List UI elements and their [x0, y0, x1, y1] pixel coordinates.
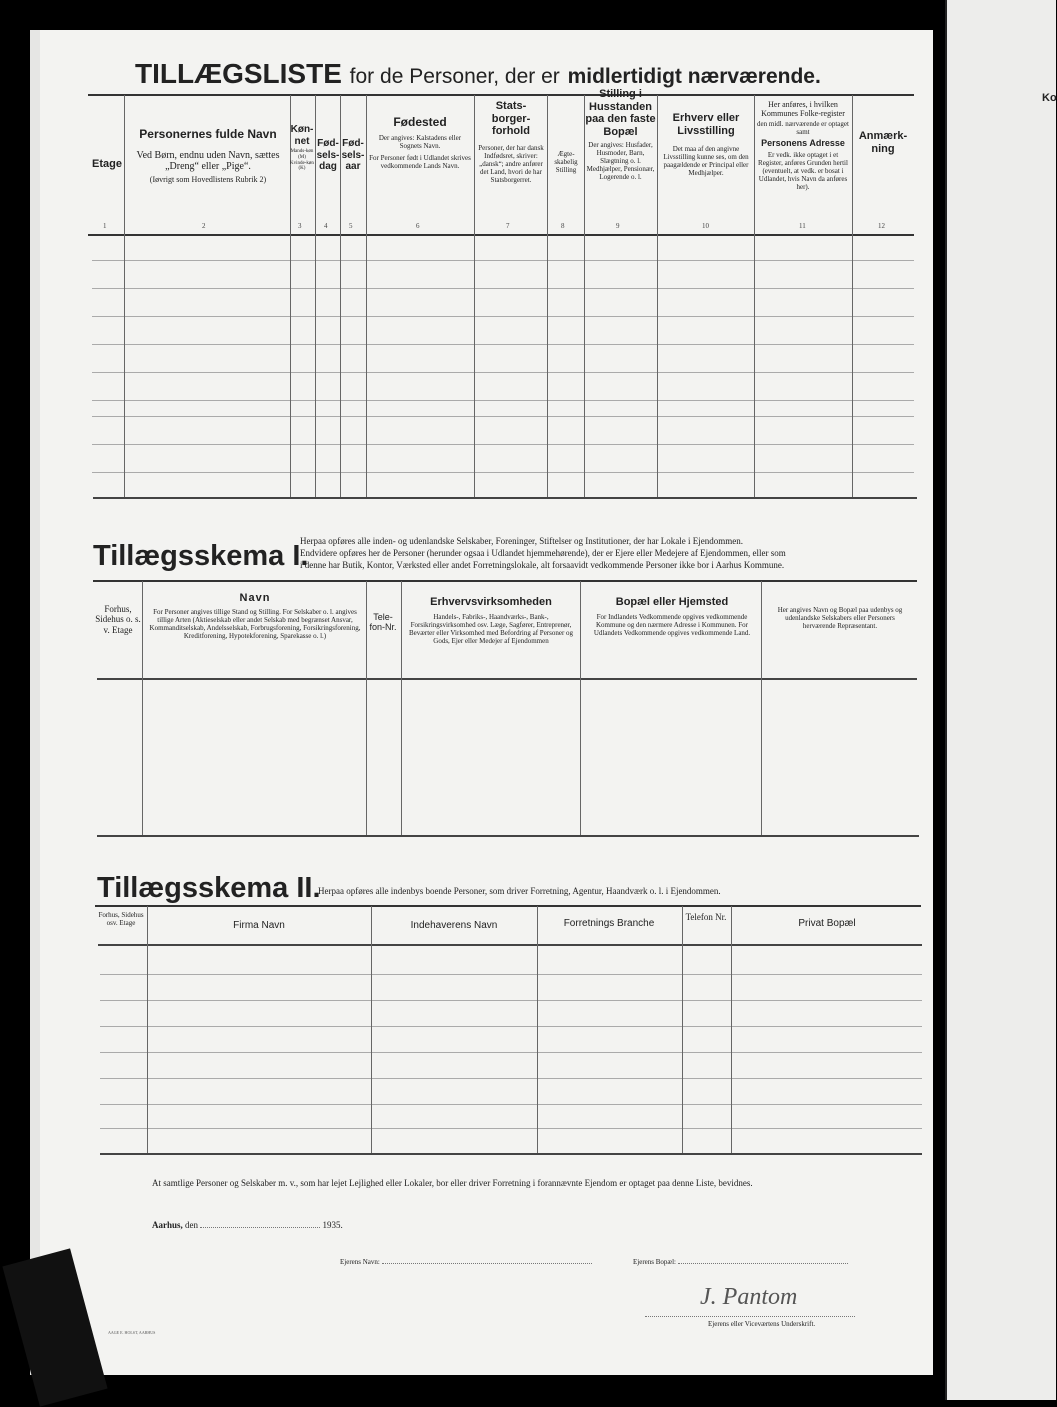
col-kon-head: Køn-net	[290, 124, 314, 147]
signature-label: Ejerens eller Viceværtens Underskrift.	[708, 1320, 816, 1328]
table1-row-line	[92, 400, 914, 401]
tillaegsliste-title	[135, 58, 821, 90]
table1-row-line	[92, 316, 914, 317]
column-number: 8	[561, 222, 565, 230]
skema2-col-divider	[147, 906, 148, 1153]
skema1-col-navn	[145, 592, 365, 640]
right-page	[945, 0, 1056, 1400]
title-end: midlertidigt nærværende.	[567, 65, 821, 88]
col-etage-head: Etage	[92, 158, 122, 170]
skema1-col-erhverv-sub: Handels-, Fabriks-, Haandværks-, Bank-, Forsikringsvirksomhed osv. Læge, Sagfører, Entreprenør, Beværter eller Virksomhed med Befordring af Personer og Gods, Ejer eller Medejer af Ejendommen	[408, 612, 574, 645]
skema2-col-etage: Forhus, Sidehus osv. Etage	[98, 911, 144, 928]
skema2-col-firma: Firma Navn	[233, 920, 285, 931]
skema2-col-telefon: Telefon Nr.	[685, 912, 727, 922]
owner-address-field[interactable]	[633, 1258, 848, 1266]
table1-row-line	[92, 260, 914, 261]
skema2-row-line	[100, 1026, 922, 1027]
owner-name-label: Ejerens Navn:	[340, 1258, 380, 1266]
col-fodested-sub2: For Personer født i Udlandet skrives vedkommende Lands Navn.	[369, 153, 471, 170]
skema2-row-line	[100, 974, 922, 975]
column-number: 5	[349, 222, 353, 230]
skema2-col-divider	[731, 906, 732, 1153]
skema2-col-divider	[371, 906, 372, 1153]
skema1-description	[300, 535, 920, 571]
table1-row-line	[92, 416, 914, 417]
skema1-col-erhverv-head: Erhvervsvirksomheden	[430, 596, 552, 608]
title-rest: for de Personer, der er	[349, 65, 560, 88]
col-erhverv-head: Erhverv eller Livsstilling	[672, 112, 740, 137]
col-navn-sub: Ved Børn, endnu uden Navn, sættes „Dreng“ eller „Pige“.	[136, 149, 280, 173]
footer-place: Aarhus,	[152, 1220, 183, 1230]
column-number: 7	[506, 222, 510, 230]
skema1-col-bopael	[584, 596, 760, 637]
col-anmaerkning: Anmærk-ning	[858, 130, 908, 155]
col-aegteskab: Ægte-skabelig Stilling	[554, 150, 578, 175]
column-number: 9	[616, 222, 620, 230]
table1-col-divider	[852, 95, 853, 497]
column-number: 11	[799, 222, 806, 230]
col-fodselsdag: Fød-sels-dag	[316, 138, 340, 172]
skema2-row-line	[100, 1128, 922, 1129]
table1-bottom-rule	[93, 497, 917, 499]
column-number: 12	[878, 222, 885, 230]
skema2-row-line	[100, 1104, 922, 1105]
table1-col-divider	[124, 95, 125, 497]
column-number: 1	[103, 222, 107, 230]
skema1-col-divider	[761, 581, 762, 835]
table1-col-divider	[547, 95, 548, 497]
col-navn-head: Personernes fulde Navn	[139, 127, 277, 141]
table1-row-line	[92, 288, 914, 289]
column-number: 6	[416, 222, 420, 230]
skema1-col-bopael-sub: For Indlandets Vedkommende opgives vedkommende Kommune og den nærmere Adresse i Kommunen. For Udlandets Vedkommende opgives vedkommende Land.	[593, 612, 751, 637]
skema1-col-divider	[401, 581, 402, 835]
skema2-description: Herpaa opføres alle indenbys boende Personer, som driver Forretning, Agentur, Haandværk o. l. i Ejendommen.	[318, 886, 721, 896]
col-statsborger	[475, 100, 547, 184]
skema1-col-divider	[366, 581, 367, 835]
col-fodested	[368, 116, 472, 170]
signature: J. Pantom	[700, 1284, 798, 1310]
col-navn	[128, 128, 288, 184]
skema2-col-bopael: Privat Bopæl	[798, 918, 856, 929]
col-kon	[290, 124, 314, 172]
col-stilling-sub: Der angives: Husfader, Husmoder, Barn, Slægtning o. l. Medhjælper, Pensionær, Logerende o. l.	[586, 140, 655, 181]
title-bold: TILLÆGSLISTE	[135, 58, 342, 89]
form-page	[40, 30, 933, 1375]
skema1-col-navn-head: Navn	[239, 592, 271, 604]
table1-row-line	[92, 444, 914, 445]
table1-row-line	[92, 372, 914, 373]
col-stilling	[585, 88, 656, 181]
skema2-col-divider	[537, 906, 538, 1153]
col-adresse-pre: Her anføres, i hvilken Kommunes Folke-register	[761, 100, 845, 119]
column-number: 4	[324, 222, 328, 230]
printer-mark: AAGE E. HOLST, AARHUS	[108, 1330, 156, 1335]
column-number: 3	[298, 222, 302, 230]
table1-row-line	[92, 472, 914, 473]
skema1-col-navn-sub: For Personer angives tillige Stand og Stilling. For Selskaber o. l. angives tillige Arten (Aktieselskab eller andet Selskab med begrænset Ansvar, Kommanditselskab, Andelsselskab, Forbrugsforening, Forsikringsforening, Kreditforening, Hypotekforening, Sparekasse o. l.)	[149, 607, 361, 640]
right-page-fragment: Ko	[1042, 92, 1057, 104]
skema2-header-rule	[98, 944, 922, 946]
col-stilling-head: Stilling i Husstanden paa den faste Bopæl	[585, 88, 656, 138]
col-adresse-head: Personens Adresse	[761, 138, 845, 149]
footer-date-line	[152, 1220, 343, 1230]
table1-col-divider	[366, 95, 367, 497]
col-adresse-sub: Er vedk. ikke optaget i et Register, anføres Grunden hertil (eventuelt, at vedk. er bosat i Udlandet, hvis Navn da anføres her).	[758, 150, 848, 191]
skema1-col-divider	[580, 581, 581, 835]
skema2-col-branche: Forretnings Branche	[563, 918, 655, 929]
table1-row-line	[92, 344, 914, 345]
skema2-col-indehaver: Indehaverens Navn	[410, 920, 498, 931]
col-erhverv-sub: Det maa af den angivne Livsstilling kunne ses, om den paagældende er Principal eller Medhjælper.	[663, 145, 749, 178]
signature-line	[645, 1316, 855, 1317]
column-number: 10	[702, 222, 709, 230]
skema2-row-line	[100, 1052, 922, 1053]
skema1-desc-3: i denne har Butik, Kontor, Værksted eller andet Forretningslokale, alt forsaavidt vedkommende Personer ikke bor i Aarhus Kommune.	[300, 560, 785, 571]
skema1-col-telefon: Tele-fon-Nr.	[369, 612, 397, 633]
skema1-desc-1: Herpaa opføres alle inden- og udenlandske Selskaber, Foreninger, Stiftelser og Institutioner, der har Lokale i Ejendommen.	[300, 536, 744, 546]
skema2-title: Tillægsskema II.	[97, 872, 321, 904]
skema1-col-etage: Forhus, Sidehus o. s. v. Etage	[95, 604, 141, 635]
table1-top-rule	[88, 94, 914, 96]
col-adresse-mid: den midl. nærværende er optaget samt	[757, 120, 849, 137]
skema1-col-erhverv	[403, 596, 579, 645]
col-erhverv	[659, 112, 753, 177]
col-navn-sub2: (Iøvrigt som Hovedlistens Rubrik 2)	[149, 174, 267, 184]
table1-col-divider	[657, 95, 658, 497]
skema1-title: Tillægsskema I.	[93, 540, 309, 572]
col-statsborger-sub: Personer, der har dansk Indfødsret, skriver: „dansk“; andre anfører det Land, hvori de har Statsborgerret.	[478, 143, 544, 185]
col-fodselsaar: Fød-sels-aar	[341, 138, 365, 172]
table1-header-rule	[88, 234, 914, 236]
col-adresse	[755, 100, 851, 191]
footer-den: den	[185, 1220, 199, 1230]
col-fodested-head: Fødested	[393, 115, 447, 129]
footer-year: 1935.	[322, 1220, 343, 1230]
skema2-col-divider	[682, 906, 683, 1153]
skema1-bottom-rule	[97, 835, 919, 837]
owner-name-field[interactable]	[340, 1258, 592, 1266]
skema2-row-line	[100, 1078, 922, 1079]
col-fodested-sub: Der angives: Kalstadens eller Sognets Navn.	[378, 133, 462, 150]
skema1-col-repraesentant: Her angives Navn og Bopæl paa udenbys og udenlandske Selskabers eller Personers herværende Repræsentant.	[777, 606, 903, 631]
skema1-top-rule	[93, 580, 917, 582]
skema1-col-bopael-head: Bopæl eller Hjemsted	[615, 596, 729, 608]
col-kon-sub: Mands-køn (M) Kvinde-køn (K)	[290, 149, 314, 172]
skema1-col-divider	[142, 581, 143, 835]
owner-address-label: Ejerens Bopæl:	[633, 1258, 676, 1266]
skema2-row-line	[100, 1000, 922, 1001]
footer-declaration: At samtlige Personer og Selskaber m. v., som har lejet Lejlighed eller Lokaler, bor eller driver Forretning i forannævnte Ejendom er optaget paa denne Liste, bevidnes.	[152, 1178, 753, 1188]
skema2-top-rule	[95, 905, 921, 907]
skema1-desc-2: Endvidere opføres her de Personer (herunder ogsaa i Udlandet hjemmehørende), der er Ejere eller Medejere af Ejendommen, eller som	[300, 548, 786, 559]
skema1-header-rule	[97, 678, 917, 680]
col-statsborger-head: Stats-borger-forhold	[491, 100, 531, 138]
column-number: 2	[202, 222, 206, 230]
skema2-bottom-rule	[100, 1153, 922, 1155]
